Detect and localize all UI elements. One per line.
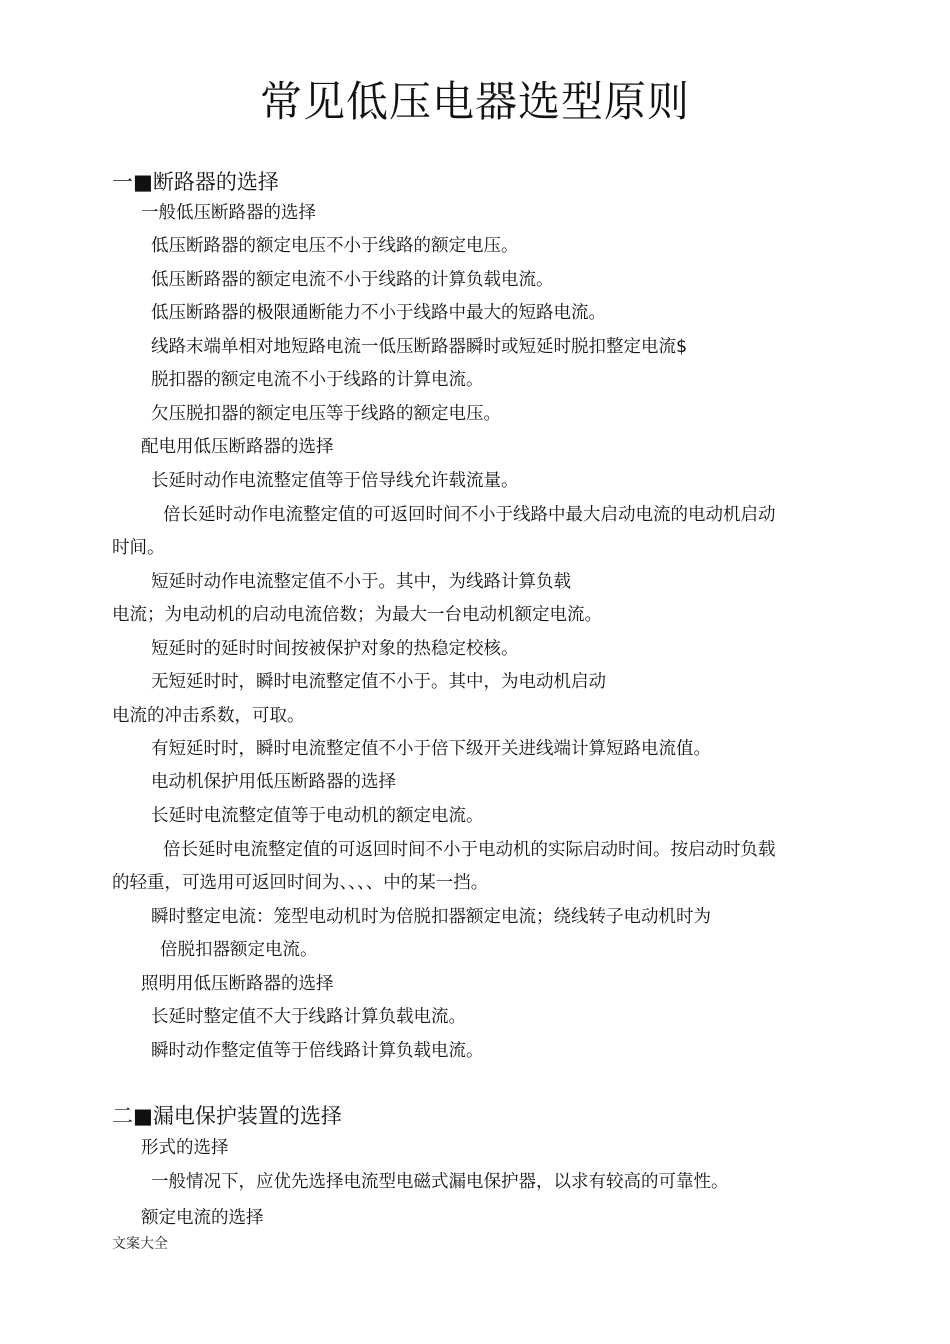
paragraph-line: 脱扣器的额定电流不小于线路的计算电流。 xyxy=(151,370,484,390)
subsection-heading: 电动机保护用低压断路器的选择 xyxy=(151,772,396,792)
section-heading: 二■漏电保护装置的选择 xyxy=(112,1104,342,1128)
subsection-heading: 一般低压断路器的选择 xyxy=(141,203,316,223)
paragraph-line: 长延时整定值不大于线路计算负载电流。 xyxy=(151,1007,466,1027)
paragraph-line: 有短延时时，瞬时电流整定值不小于倍下级开关进线端计算短路电流值。 xyxy=(151,739,711,759)
section-heading: 一■断路器的选择 xyxy=(112,170,279,194)
paragraph-line: 倍脱扣器额定电流。 xyxy=(160,940,318,960)
footer-text: 文案大全 xyxy=(112,1236,168,1252)
paragraph-line: 低压断路器的额定电流不小于线路的计算负载电流。 xyxy=(151,270,554,290)
paragraph-line: 倍长延时电流整定值的可返回时间不小于电动机的实际启动时间。按启动时负载 xyxy=(163,840,776,860)
paragraph-line: 一般情况下，应优先选择电流型电磁式漏电保护器，以求有较高的可靠性。 xyxy=(151,1172,729,1192)
paragraph-line: 短延时动作电流整定值不小于。其中，为线路计算负载 xyxy=(151,572,571,592)
subsection-heading: 照明用低压断路器的选择 xyxy=(141,974,334,994)
paragraph-line: 低压断路器的额定电压不小于线路的额定电压。 xyxy=(151,236,519,256)
paragraph-line: 倍长延时动作电流整定值的可返回时间不小于线路中最大启动电流的电动机启动 xyxy=(163,505,776,525)
paragraph-line: 长延时动作电流整定值等于倍导线允许载流量。 xyxy=(151,471,519,491)
paragraph-line: 低压断路器的极限通断能力不小于线路中最大的短路电流。 xyxy=(151,303,606,323)
paragraph-line: 瞬时整定电流：笼型电动机时为倍脱扣器额定电流；绕线转子电动机时为 xyxy=(151,907,711,927)
paragraph-line: 线路末端单相对地短路电流一低压断路器瞬时或短延时脱扣整定电流$ xyxy=(151,337,688,357)
paragraph-line: 瞬时动作整定值等于倍线路计算负载电流。 xyxy=(151,1041,484,1061)
page-title: 常见低压电器选型原则 xyxy=(259,77,690,126)
paragraph-line: 电流；为电动机的启动电流倍数；为最大一台电动机额定电流。 xyxy=(112,605,602,625)
paragraph-line: 无短延时时，瞬时电流整定值不小于。其中，为电动机启动 xyxy=(151,672,606,692)
subsection-heading: 形式的选择 xyxy=(141,1138,229,1158)
subsection-heading: 配电用低压断路器的选择 xyxy=(141,437,334,457)
paragraph-line: 时间。 xyxy=(112,538,165,558)
paragraph-line: 电流的冲击系数，可取。 xyxy=(112,706,305,726)
subsection-heading: 额定电流的选择 xyxy=(141,1208,264,1228)
paragraph-line: 欠压脱扣器的额定电压等于线路的额定电压。 xyxy=(151,404,501,424)
paragraph-line: 的轻重，可选用可返回时间为、、、、中的某一挡。 xyxy=(112,873,489,893)
paragraph-line: 长延时电流整定值等于电动机的额定电流。 xyxy=(151,806,484,826)
paragraph-line: 短延时的延时时间按被保护对象的热稳定校核。 xyxy=(151,639,519,659)
